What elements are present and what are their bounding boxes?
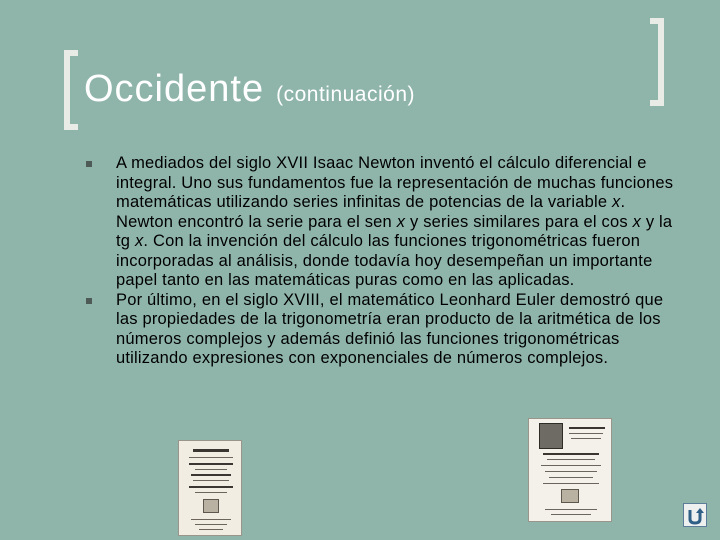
return-button[interactable] [683,503,707,527]
right-bracket-decoration [650,18,664,106]
return-arrow-icon [684,504,706,526]
bullet-item-euler [86,291,676,369]
variable-x: x [134,232,144,250]
left-bracket-decoration [64,50,78,130]
variable-x: x [632,212,642,231]
euler-book-cover-image [528,418,612,522]
bullet-list [86,154,676,369]
square-bullet-icon [86,161,92,167]
bullet-text: Por último, en el siglo XVIII, el matemático Leonhard Euler demostró que las propiedades de la trigonometría eran producto de la aritmética de los números complejos y además definió las funciones trigonométricas utilizando expresiones con exponenciales de números complejos. [116,290,664,367]
square-bullet-icon [86,298,92,304]
bullet-text [116,154,673,289]
slide-title [84,68,415,111]
text-segment: A mediados del siglo XVII Isaac Newton inventó el cálculo diferencial e integral. Uno sus fundamentos fue la representación de muchas funciones matemáticas utilizando series infinitas de potencias de la variable [116,154,674,211]
subtitle-text: (continuación) [276,83,415,106]
bullet-item-newton [86,154,676,291]
variable-x: x [396,212,406,231]
text-segment: . Con la invención del cálculo las funciones trigonométricas fueron incorporadas al análisis, donde todavía hoy desempeñan un importante papel tanto en las matemáticas puras como en las aplicadas. [116,232,653,289]
analysis-book-cover-image [178,440,242,536]
text-segment: y series similares para el cos [405,212,633,231]
text-segment: y la tg [116,212,673,250]
title-text: Occidente [84,68,265,110]
variable-x: x [612,193,621,211]
text-segment: . Newton encontró la serie para el sen [116,193,626,231]
